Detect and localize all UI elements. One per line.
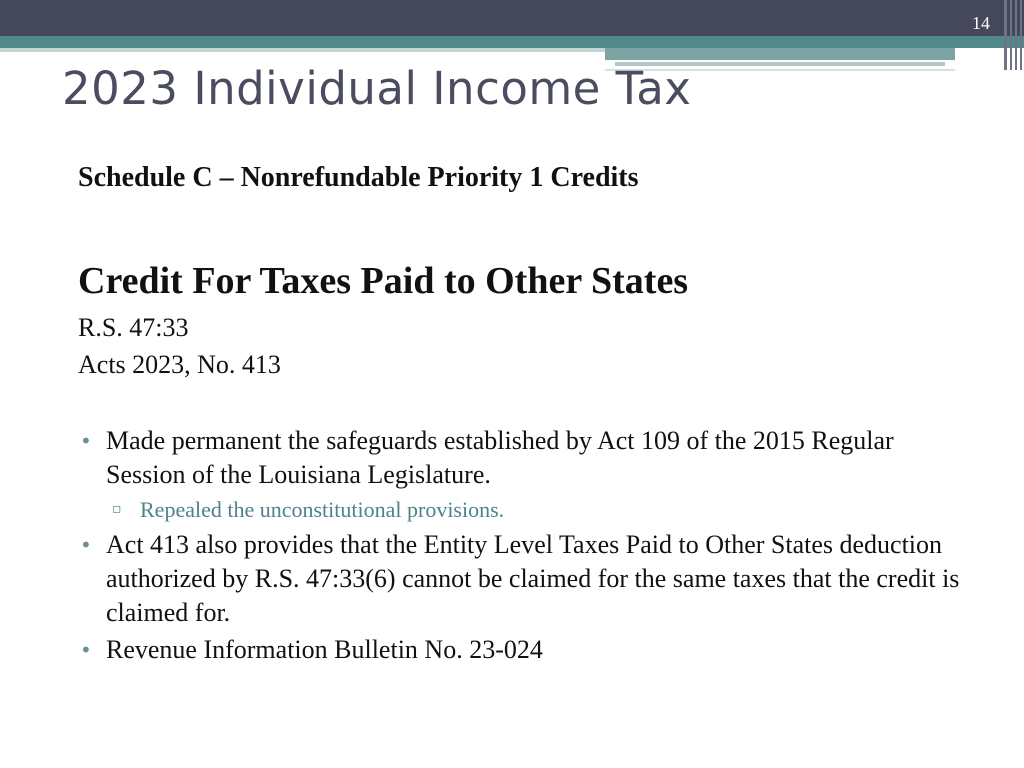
- bullet-icon: •: [80, 638, 92, 662]
- sub-bullet-item: [78, 495, 978, 525]
- bullet-item: [78, 424, 978, 492]
- corner-bar: [1004, 0, 1007, 70]
- header-light-line: [0, 48, 605, 52]
- bullet-text: Made permanent the safeguards established by Act 109 of the 2015 Regular Session of the Louisiana Legislature.: [106, 426, 894, 489]
- corner-bar: [1010, 0, 1012, 70]
- bullet-item: [78, 633, 978, 667]
- header-band: [0, 0, 1024, 36]
- statute-citation: R.S. 47:33: [78, 313, 189, 342]
- corner-bar: [1020, 0, 1022, 70]
- sub-bullet-icon: ▫: [112, 501, 122, 517]
- slide-number: 14: [972, 13, 990, 33]
- bullet-list: [78, 424, 978, 670]
- header-right-strip: [605, 48, 955, 60]
- corner-bar: [1015, 0, 1017, 70]
- bullet-text: Act 413 also provides that the Entity Level Taxes Paid to Other States deduction authorized by R.S. 47:33(6) cannot be claimed for the same taxes that the credit is claimed for.: [106, 530, 960, 627]
- bullet-text: Revenue Information Bulletin No. 23-024: [106, 635, 543, 664]
- act-citation: Acts 2023, No. 413: [78, 350, 281, 379]
- sub-bullet-text: Repealed the unconstitutional provisions.: [140, 497, 505, 522]
- schedule-subtitle: Schedule C – Nonrefundable Priority 1 Credits: [78, 162, 639, 193]
- bullet-item: [78, 528, 978, 630]
- credit-heading: Credit For Taxes Paid to Other States: [78, 260, 689, 302]
- slide-title: 2023 Individual Income Tax: [62, 62, 692, 115]
- header-teal-band: [0, 36, 1024, 48]
- bullet-icon: •: [80, 533, 92, 557]
- bullet-icon: •: [80, 429, 92, 453]
